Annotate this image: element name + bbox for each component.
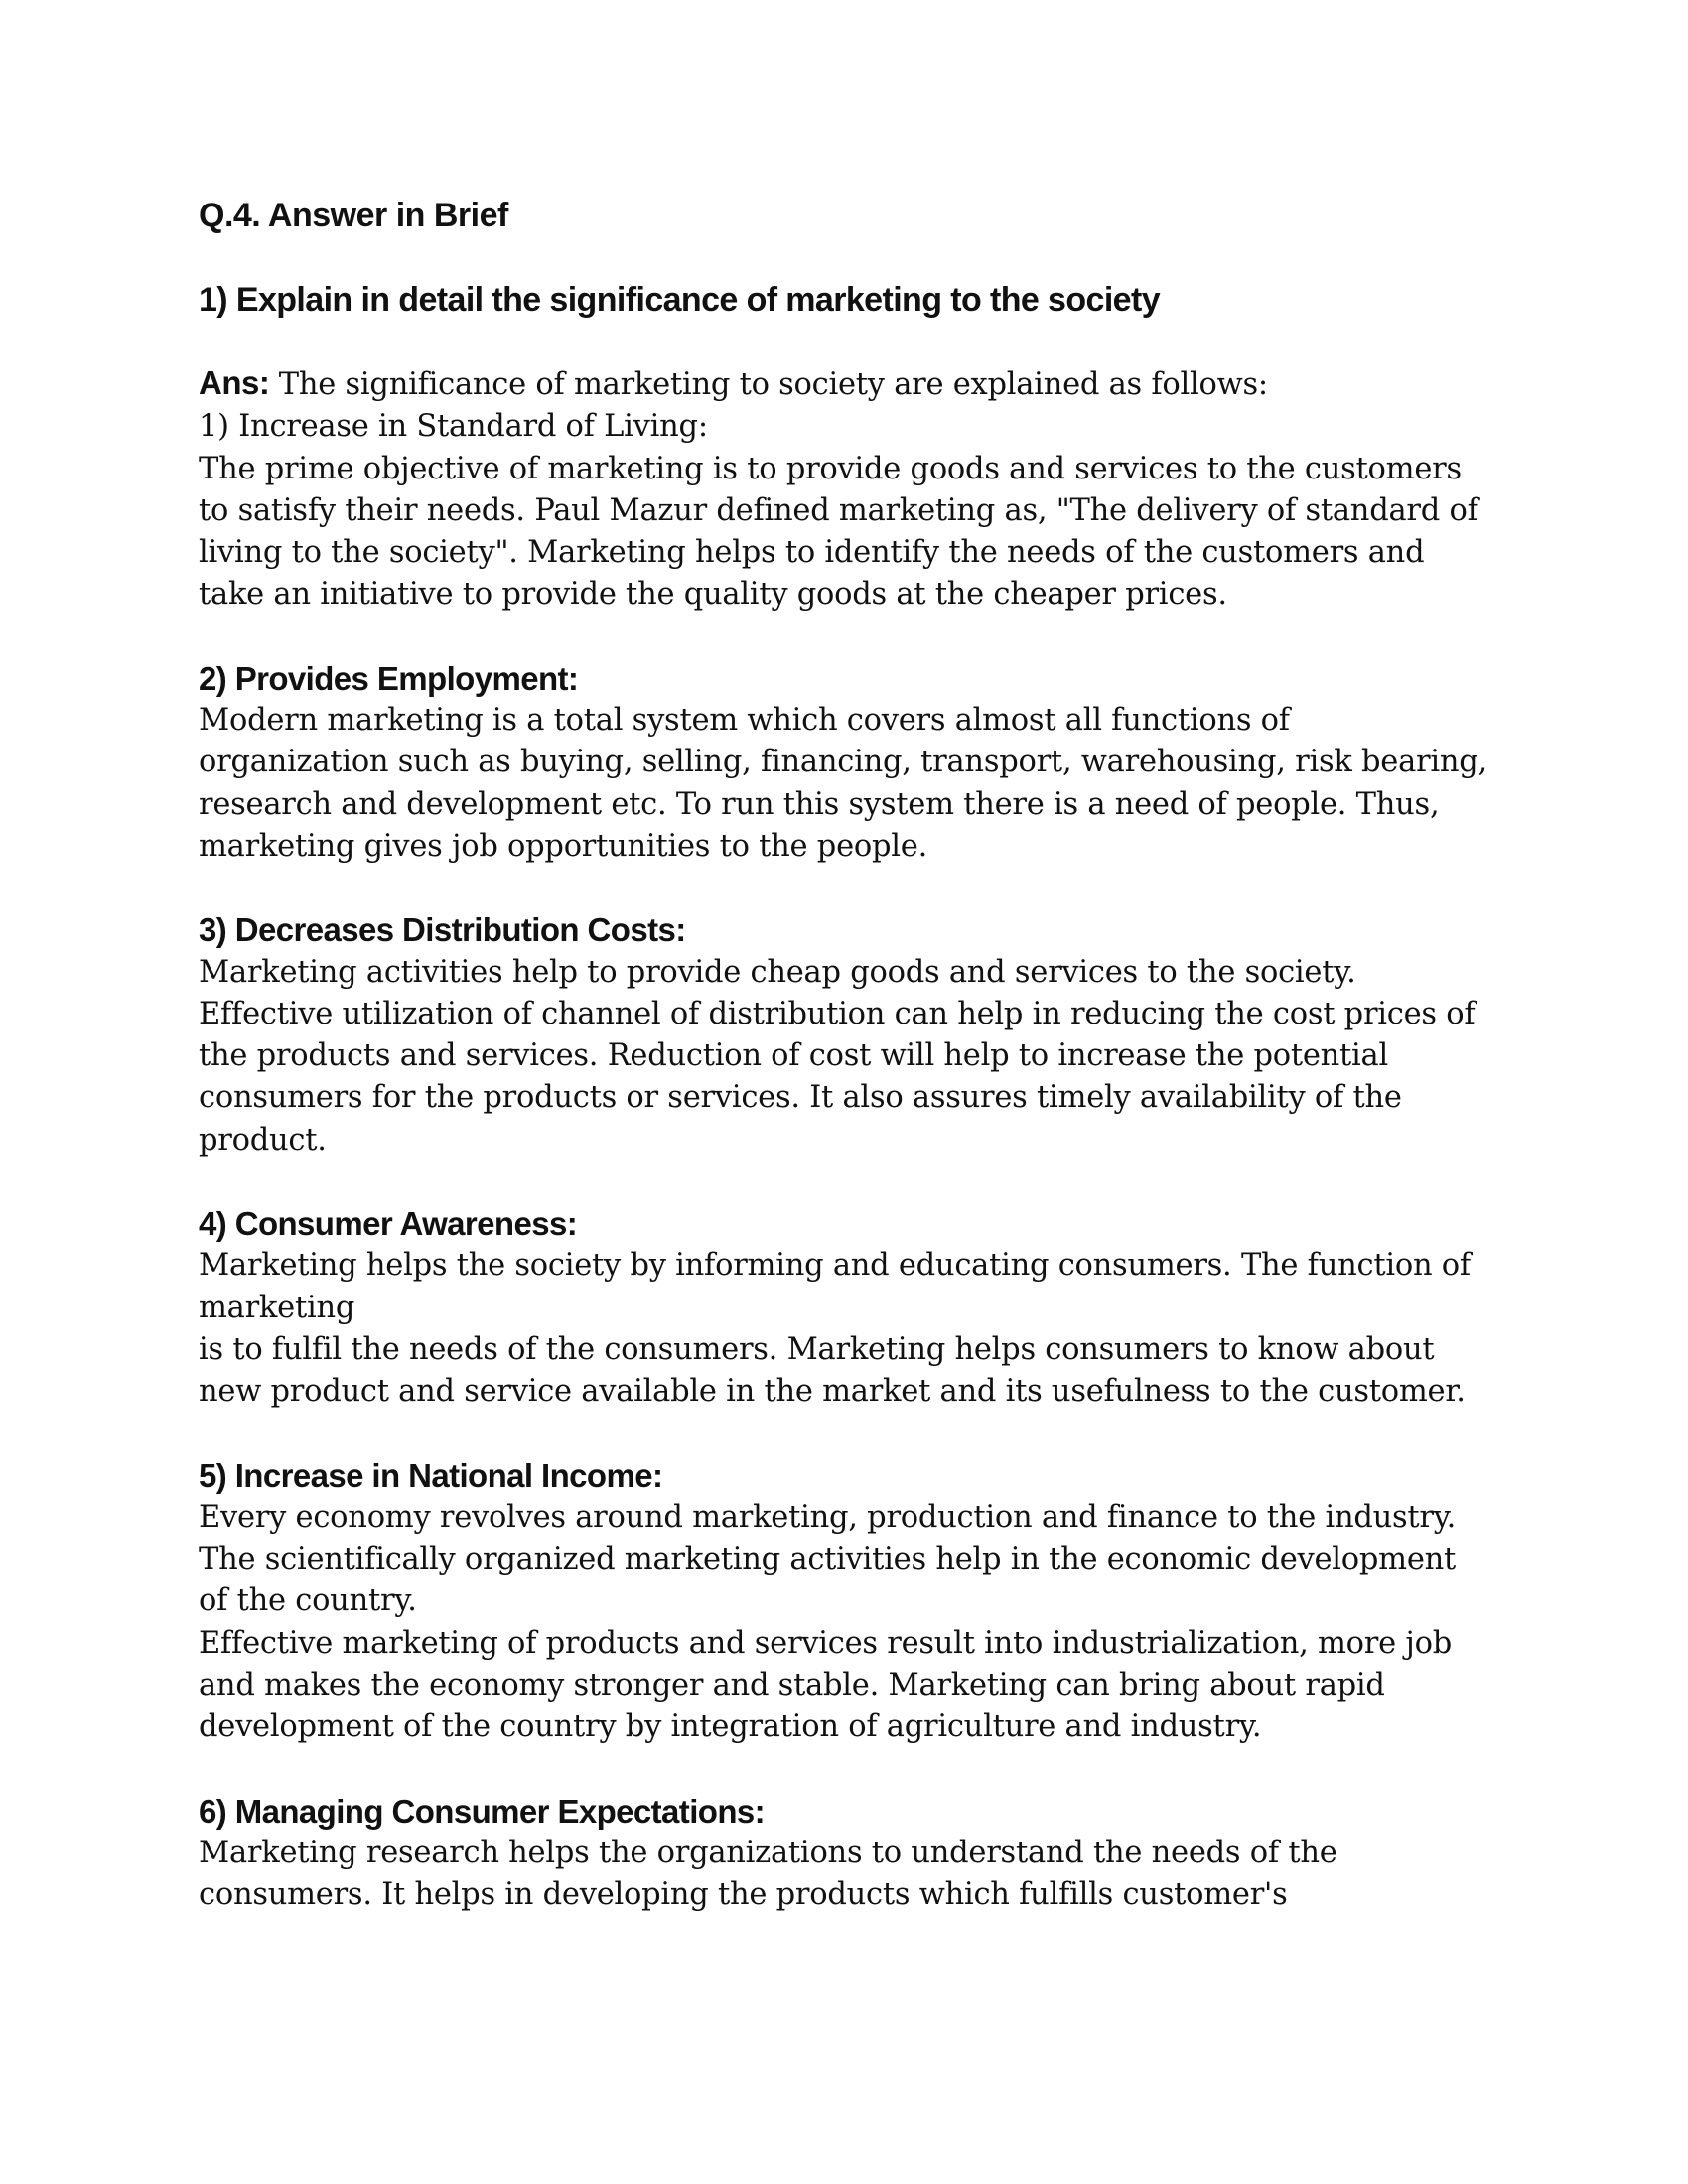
document-page [199,195,1509,1917]
body-line: The scientifically organized marketing activities help in the economic development [199,1542,1457,1577]
body-line: Marketing activities help to provide cheap goods and services to the society. [199,954,1356,990]
question-heading: 1) Explain in detail the significance of marketing to the society [199,281,1161,319]
body-line: and makes the economy stronger and stable. Marketing can bring about rapid [199,1668,1385,1704]
body-line: Modern marketing is a total system which covers almost all functions of [199,703,1290,739]
body-line: product. [199,1122,327,1158]
body-line: is to fulfil the needs of the consumers. Marketing helps consumers to know about [199,1331,1435,1367]
answer-first-point: 1) Increase in Standard of Living: [199,409,708,445]
body-line: the products and services. Reduction of cost will help to increase the potential [199,1038,1388,1074]
section-body [199,700,1509,868]
section-consumer-expectations [199,1791,1509,1917]
body-line: new product and service available in the market and its usefulness to the customer. [199,1374,1466,1410]
section-heading: 5) Increase in National Income: [199,1456,663,1494]
answer-line: take an initiative to provide the quality goods at the cheaper prices. [199,577,1227,613]
body-line: marketing [199,1290,355,1325]
body-line: organization such as buying, selling, financing, transport, warehousing, risk bearing, [199,745,1487,780]
section-body [199,1833,1509,1917]
section-heading: 2) Provides Employment: [199,659,579,697]
answer-block [199,362,1509,616]
answer-line: to satisfy their needs. Paul Mazur defined marketing as, "The delivery of standard of [199,492,1478,528]
answer-line: The prime objective of marketing is to provide goods and services to the customers [199,451,1462,486]
body-line: Every economy revolves around marketing, production and finance to the industry. [199,1499,1457,1535]
body-line: research and development etc. To run this system there is a need of people. Thus, [199,786,1440,822]
section-national-income [199,1455,1509,1749]
body-line: marketing gives job opportunities to the people. [199,828,928,864]
body-line: consumers. It helps in developing the products which fulfills customer's [199,1877,1288,1913]
answer-intro-line [199,362,1509,406]
body-line: Marketing research helps the organizations to understand the needs of the [199,1835,1337,1870]
body-line: consumers for the products or services. It also assures timely availability of the [199,1080,1402,1116]
body-line: development of the country by integration of agriculture and industry. [199,1709,1262,1745]
section-heading: 6) Managing Consumer Expectations: [199,1792,766,1830]
body-line: Marketing helps the society by informing and educating consumers. The function of [199,1248,1471,1284]
section-distribution-costs [199,909,1509,1161]
body-line: of the country. [199,1583,417,1619]
section-body [199,1245,1509,1413]
answer-label: Ans: [199,364,270,401]
section-body [199,952,1509,1161]
section-heading: 4) Consumer Awareness: [199,1205,578,1243]
answer-line: living to the society". Marketing helps to identify the needs of the customers and [199,535,1425,571]
section-body [199,1497,1509,1749]
section-heading: 3) Decreases Distribution Costs: [199,911,686,949]
section-employment [199,658,1509,868]
answer-intro: The significance of marketing to society are explained as follows: [269,367,1268,402]
body-line: Effective utilization of channel of distribution can help in reducing the cost prices of [199,996,1476,1031]
question-set-title: Q.4. Answer in Brief [199,197,508,234]
body-line: Effective marketing of products and services result into industrialization, more job [199,1625,1452,1661]
section-consumer-awareness [199,1203,1509,1413]
